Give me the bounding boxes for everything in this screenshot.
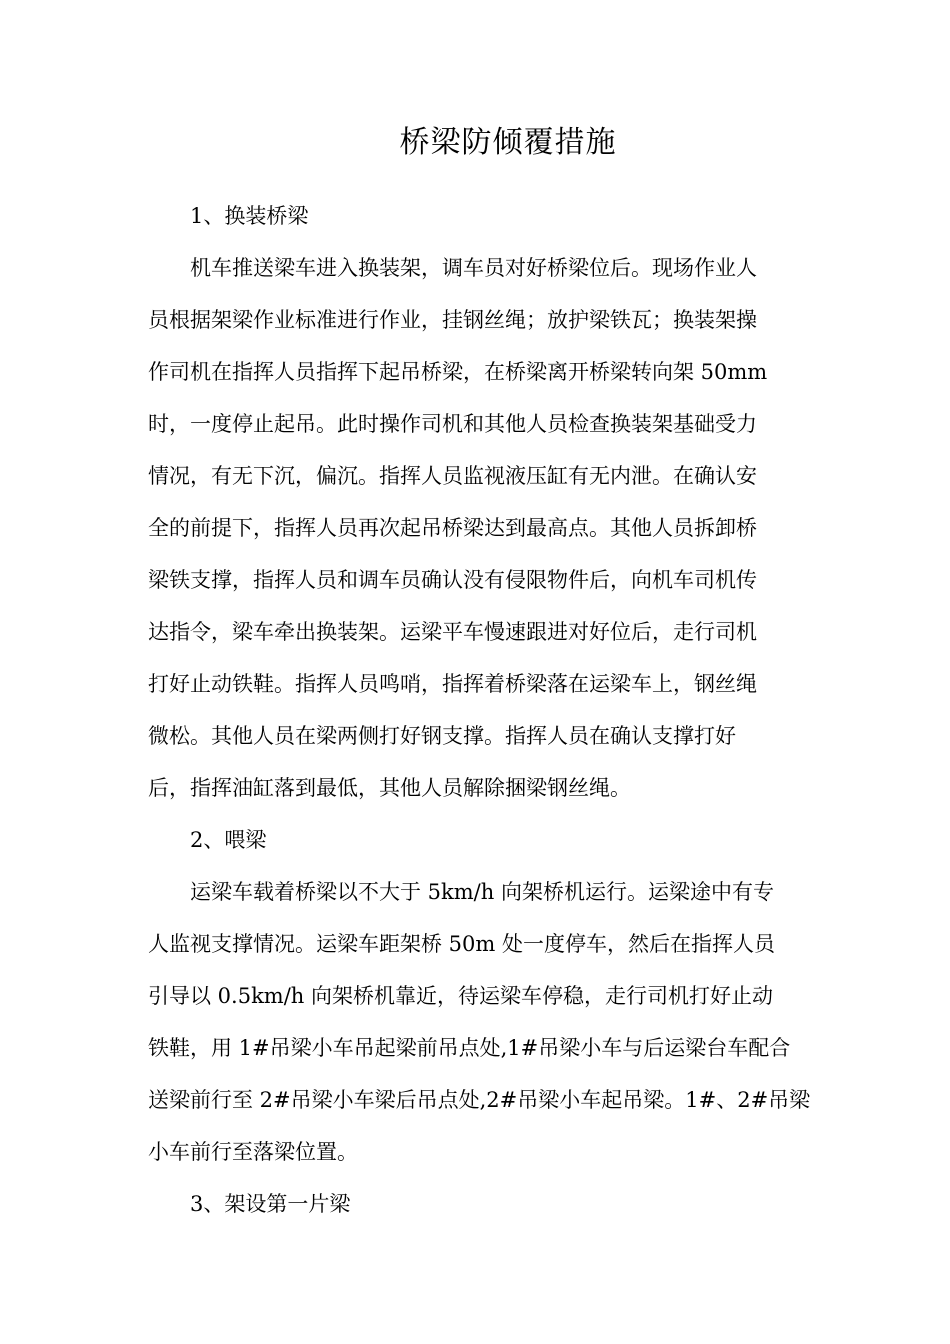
- section-heading: 1、换装桥梁: [190, 204, 309, 228]
- paragraph-line: 送梁前行至 2#吊梁小车梁后吊点处,2#吊梁小车起吊梁。1#、2#吊梁: [148, 1088, 811, 1112]
- paragraph-line: 打好止动铁鞋。指挥人员鸣哨，指挥着桥梁落在运梁车上，钢丝绳: [148, 672, 757, 696]
- paragraph-line: 小车前行至落梁位置。: [148, 1140, 358, 1164]
- section-heading: 2、喂梁: [190, 828, 267, 852]
- paragraph-line: 时，一度停止起吊。此时操作司机和其他人员检查换装架基础受力: [148, 412, 757, 436]
- paragraph-line: 梁铁支撑，指挥人员和调车员确认没有侵限物件后，向机车司机传: [148, 568, 757, 592]
- paragraph-line: 机车推送梁车进入换装架，调车员对好桥梁位后。现场作业人: [190, 256, 757, 280]
- paragraph-line: 人监视支撑情况。运梁车距架桥 50m 处一度停车，然后在指挥人员: [148, 932, 775, 956]
- document-title: 桥梁防倾覆措施: [399, 125, 617, 160]
- section-heading: 3、架设第一片梁: [190, 1192, 351, 1216]
- paragraph-line: 达指令，梁车牵出换装架。运梁平车慢速跟进对好位后，走行司机: [148, 620, 757, 644]
- paragraph-line: 情况，有无下沉，偏沉。指挥人员监视液压缸有无内泄。在确认安: [148, 464, 757, 488]
- paragraph-line: 员根据架梁作业标准进行作业，挂钢丝绳；放护梁铁瓦；换装架操: [148, 308, 757, 332]
- paragraph-line: 引导以 0.5km/h 向架桥机靠近，待运梁车停稳，走行司机打好止动: [148, 984, 773, 1008]
- paragraph-line: 微松。其他人员在梁两侧打好钢支撑。指挥人员在确认支撑打好: [148, 724, 736, 748]
- paragraph-line: 作司机在指挥人员指挥下起吊桥梁，在桥梁离开桥梁转向架 50mm: [148, 360, 768, 384]
- paragraph-line: 后，指挥油缸落到最低，其他人员解除捆梁钢丝绳。: [148, 776, 631, 800]
- paragraph-line: 运梁车载着桥梁以不大于 5km/h 向架桥机运行。运梁途中有专: [190, 880, 774, 904]
- paragraph-line: 全的前提下，指挥人员再次起吊桥梁达到最高点。其他人员拆卸桥: [148, 516, 757, 540]
- paragraph-line: 铁鞋，用 1#吊梁小车吊起梁前吊点处,1#吊梁小车与后运梁台车配合: [148, 1036, 791, 1060]
